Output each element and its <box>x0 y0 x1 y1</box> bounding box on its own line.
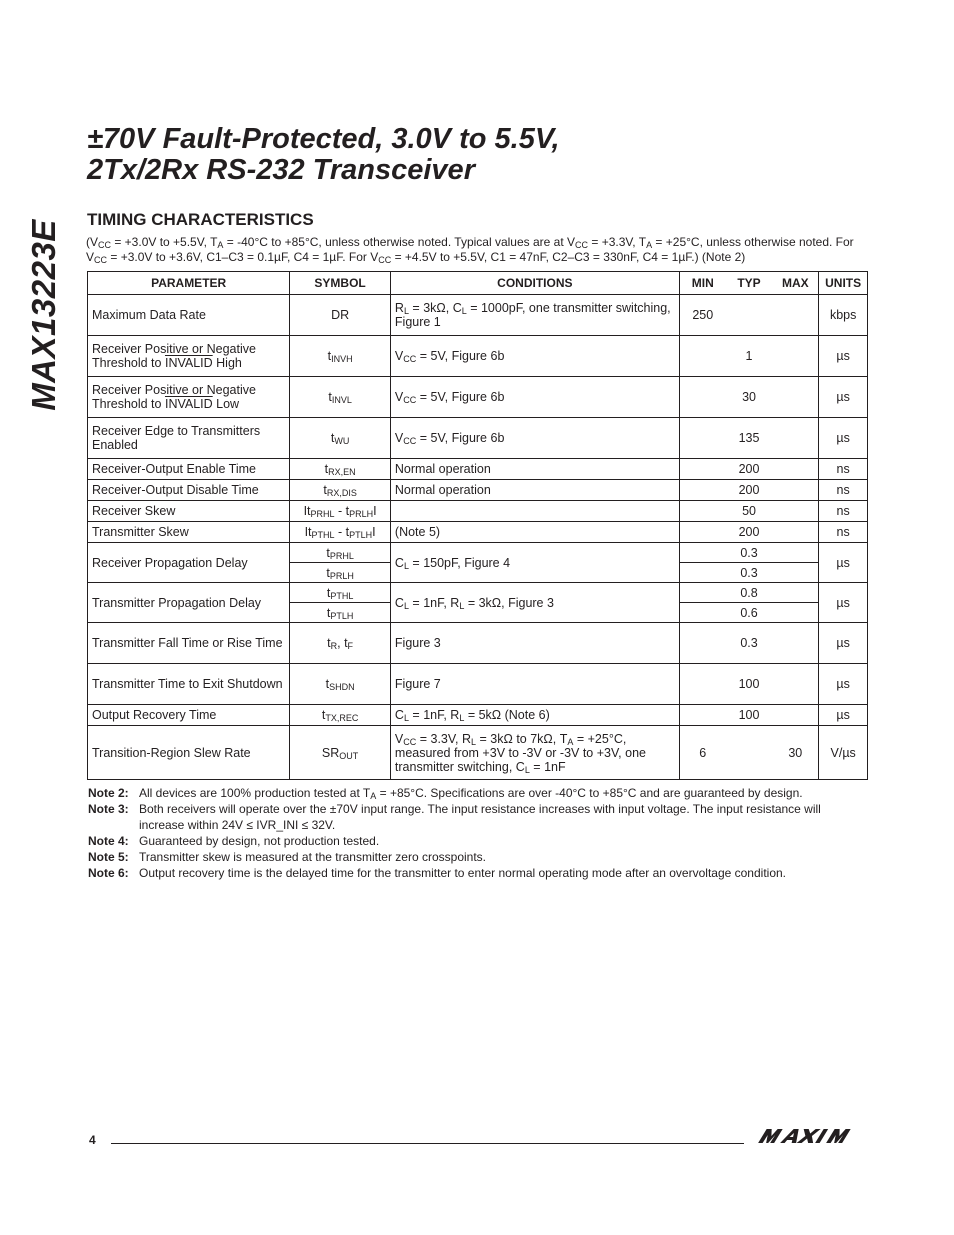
header-symbol: SYMBOL <box>290 272 391 295</box>
table-header-row <box>88 272 868 295</box>
table-row: Transmitter Skew $It_{PTHL} - t_{PTLH}I$ (Note 5) 200 ns <box>88 522 868 543</box>
maxim-logo <box>756 1128 866 1144</box>
side-part-number: MAX13223E <box>25 219 62 411</box>
header-max: MAX <box>772 272 819 295</box>
note: Note 5: Transmitter skew is measured at the transmitter zero crosspoints. <box>88 850 487 864</box>
header-typ: TYP <box>726 272 773 295</box>
table-row: Receiver Propagation Delay $t_{PRHL}$ $C_L = 150pF$, Figure 4 0.3 µs <box>88 543 868 563</box>
note: Note 6: Output recovery time is the delayed time for the transmitter to enter normal operating mode after an overvoltage condition. <box>88 866 786 880</box>
note: Note 2: All devices are 100% production tested at $T_A = +85^\circ C$. Specifications are over -40°C to +85°C and are guaranteed by design. <box>88 786 803 801</box>
table-row: Receiver-Output Disable Time $t_{RX,DIS}$ Normal operation 200 ns <box>88 480 868 501</box>
table-row: Receiver Skew $It_{PRHL} - t_{PRLH}I$ 50 ns <box>88 501 868 522</box>
header-conditions: CONDITIONS <box>390 272 679 295</box>
footer-rule <box>111 1143 744 1144</box>
table-row: $t_{PTLH}$ 0.6 <box>88 603 868 623</box>
note: Note 3: Both receivers will operate over the ±70V input range. The input resistance increases with input voltage. The input resistance will increase within 24V ≤ IVR_INI ≤ 32V. <box>88 802 821 832</box>
table-row: Receiver Edge to Transmitters Enabled $t_{WU}$ $V_{CC} = 5V$, Figure 6b 135 µs <box>88 418 868 459</box>
header-parameter: PARAMETER <box>88 272 290 295</box>
table-row: Transmitter Fall Time or Rise Time $t_R$, $t_F$ Figure 3 0.3 µs <box>88 623 868 664</box>
note: Note 4: Guaranteed by design, not production tested. <box>88 834 380 848</box>
notes <box>88 785 868 881</box>
table-row: Transmitter Propagation Delay $t_{PTHL}$ $C_L = 1nF$, $R_L = 3k\Omega$, Figure 3 0.8 µs <box>88 583 868 603</box>
test-conditions: ($V_{CC} = +3.0V$ to +5.5V, $T_A = -40^\circ C$ to +85°C, unless otherwise noted. Typical values are at $V_{CC} = +3.3V$, $T_A = +25^\circ C$, unless otherwise noted. For $V_{CC} = +3.0V$ to +3.6V, C1–C3 = 0.1µF, C4 = 1µF. For $V_{CC} = +4.5V$ to +5.5V, C1 = 47nF, C2–C3 = 330nF, C4 = 1µF.) (Note 2) <box>86 235 854 265</box>
table-row: Receiver-Output Enable Time $t_{RX,EN}$ Normal operation 200 ns <box>88 459 868 480</box>
table-row: Maximum Data Rate DR $R_L = 3k\Omega$, $C_L = 1000pF$, one transmitter switching, Figure 1 250 kbps <box>88 295 868 336</box>
document-title: ±70V Fault-Protected, 3.0V to 5.5V, 2Tx/2Rx RS-232 Transceiver <box>87 123 560 186</box>
header-units: UNITS <box>819 272 868 295</box>
table-row: Transmitter Time to Exit Shutdown $t_{SHDN}$ Figure 7 100 µs <box>88 664 868 705</box>
table-row: $t_{PRLH}$ 0.3 <box>88 563 868 583</box>
table-row: Receiver Positive or Negative Threshold to INVALID High $t_{INVH}$ $V_{CC} = 5V$, Figure 6b 1 µs <box>88 336 868 377</box>
section-heading: TIMING CHARACTERISTICS <box>87 210 314 229</box>
page-number: 4 <box>89 1133 96 1147</box>
table-row: Output Recovery Time $t_{TX,REC}$ $C_L = 1nF$, $R_L = 5k\Omega$ (Note 6) 100 µs <box>88 705 868 726</box>
header-min: MIN <box>679 272 726 295</box>
table-row: Receiver Positive or Negative Threshold to INVALID Low $t_{INVL}$ $V_{CC} = 5V$, Figure 6b 30 µs <box>88 377 868 418</box>
timing-table <box>87 271 868 780</box>
table-row: Transition-Region Slew Rate $SR_{OUT}$ $V_{CC} = 3.3V$, $R_L = 3k\Omega$ to 7kΩ, $T_A = +25^\circ C$, measured from +3V to -3V or -3V to +3V, one transmitter switching, $C_L = 1nF$ 6 30 V/µs <box>88 726 868 780</box>
